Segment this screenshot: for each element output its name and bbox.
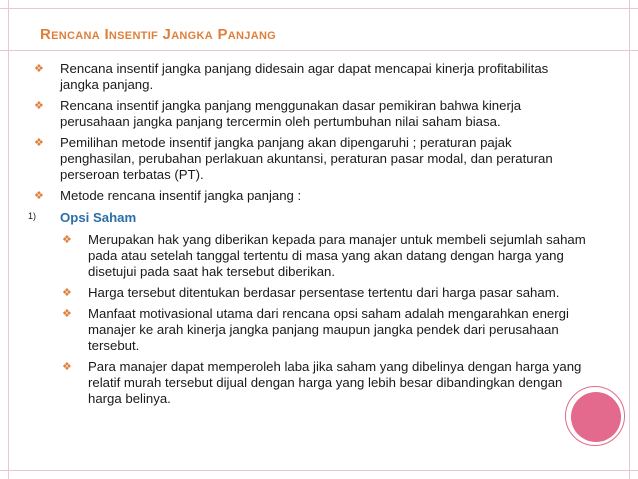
frame-top-line bbox=[0, 8, 638, 9]
sub-bullet-text: Para manajer dapat memperoleh laba jika saham yang dibelinya dengan harga yang relatif murah tersebut dijual dengan harga yang lebih besar dibandingkan dengan harga belinya. bbox=[88, 359, 582, 406]
title-divider bbox=[0, 50, 638, 51]
bullet-item bbox=[30, 135, 590, 183]
sub-bullet-text: Harga tersebut ditentukan berdasar persentase tertentu dari harga pasar saham. bbox=[88, 285, 560, 300]
list-number: 1) bbox=[28, 211, 37, 221]
bullet-item bbox=[30, 188, 590, 204]
sub-bullet-item bbox=[30, 306, 590, 354]
diamond-bullet-icon: ❖ bbox=[34, 137, 44, 149]
frame-bottom-line bbox=[0, 470, 638, 471]
diamond-bullet-icon: ❖ bbox=[62, 308, 72, 320]
sub-bullet-item bbox=[30, 232, 590, 280]
sub-bullet-item bbox=[30, 285, 590, 301]
bullet-text: Rencana insentif jangka panjang menggunakan dasar pemikiran bahwa kinerja perusahaan jangka panjang tercermin oleh pertumbuhan nilai saham biasa. bbox=[60, 98, 522, 129]
decorative-circle bbox=[571, 392, 621, 442]
bullet-text: Metode rencana insentif jangka panjang : bbox=[60, 188, 302, 203]
diamond-bullet-icon: ❖ bbox=[62, 361, 72, 373]
sub-bullet-text: Manfaat motivasional utama dari rencana opsi saham adalah mengarahkan energi manajer ke arah kinerja jangka panjang maupun jangka pendek dari perusahaan tersebut. bbox=[88, 306, 569, 353]
bullet-text: Pemilihan metode insentif jangka panjang akan dipengaruhi ; peraturan pajak penghasilan, perubahan perlakuan akuntansi, peraturan pasar modal, dan peraturan perseroan terbatas (PT). bbox=[60, 135, 553, 182]
frame-left-line bbox=[8, 0, 9, 479]
frame-right-line bbox=[629, 0, 630, 479]
bullet-text: Rencana insentif jangka panjang didesain agar dapat mencapai kinerja profitabilitas jangka panjang. bbox=[60, 61, 549, 92]
sub-bullet-text: Merupakan hak yang diberikan kepada para manajer untuk membeli sejumlah saham pada atau setelah tanggal tertentu di masa yang akan datang dengan harga yang disetujui pada saat hak tersebut diberikan. bbox=[88, 232, 586, 279]
bullet-item bbox=[30, 98, 590, 130]
diamond-bullet-icon: ❖ bbox=[62, 234, 72, 246]
slide-title: Rencana Insentif Jangka Panjang bbox=[40, 26, 277, 43]
numbered-heading bbox=[30, 209, 590, 227]
bullet-item bbox=[30, 61, 590, 93]
sub-bullet-item bbox=[30, 359, 590, 407]
slide-content bbox=[30, 61, 590, 412]
diamond-bullet-icon: ❖ bbox=[62, 287, 72, 299]
numbered-heading-text: Opsi Saham bbox=[60, 210, 137, 225]
diamond-bullet-icon: ❖ bbox=[34, 100, 44, 112]
diamond-bullet-icon: ❖ bbox=[34, 190, 44, 202]
diamond-bullet-icon: ❖ bbox=[34, 63, 44, 75]
